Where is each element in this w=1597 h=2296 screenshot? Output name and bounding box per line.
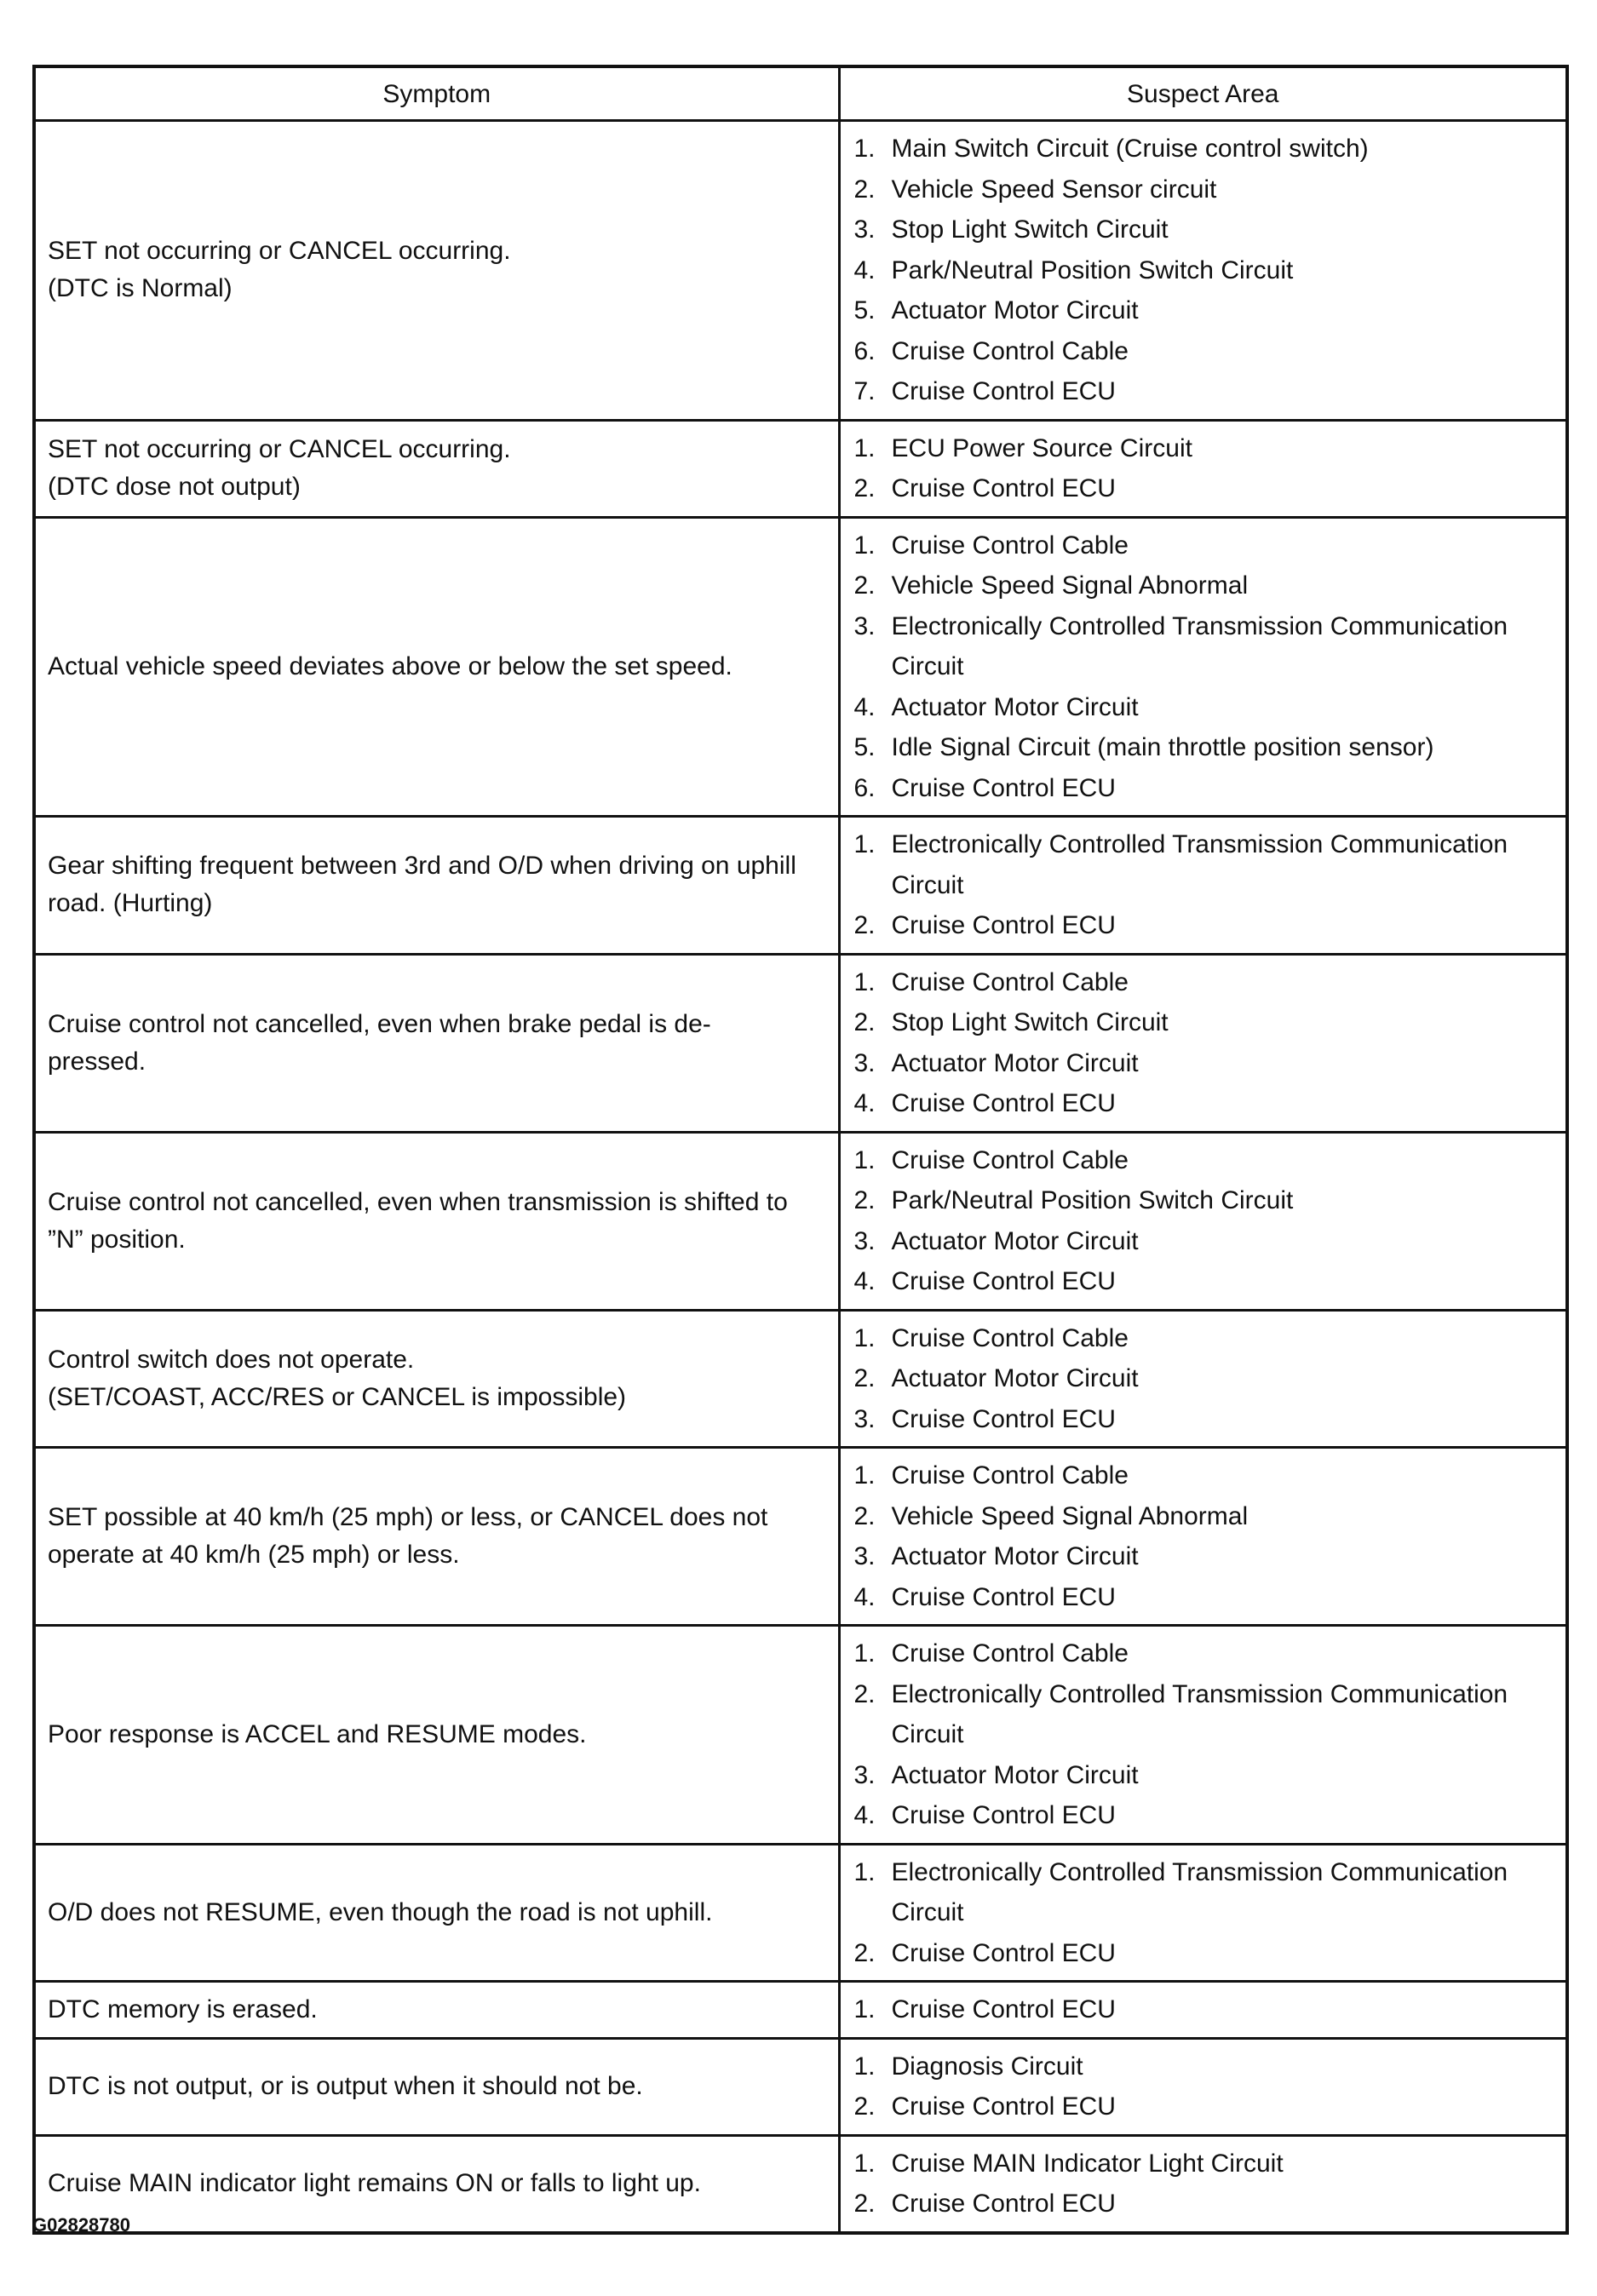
suspect-area-text: Cruise MAIN Indicator Light Circuit (891, 2149, 1284, 2178)
item-number: 3. (853, 1404, 876, 1433)
suspect-area-item (854, 2184, 1553, 2224)
suspect-area-text: Cruise Control Cable (891, 967, 1129, 996)
suspect-area-item (854, 1083, 1553, 1124)
item-number: 4. (853, 255, 876, 284)
table-row (34, 954, 1567, 1132)
suspect-area-cell (839, 1626, 1567, 1845)
suspect-area-text: Vehicle Speed Signal Abnormal (891, 571, 1249, 600)
symptom-text-line: road. (Hurting) (48, 889, 213, 918)
suspect-area-text: Cruise Control ECU (891, 377, 1116, 405)
suspect-area-item (854, 1455, 1553, 1496)
table-row (34, 1626, 1567, 1845)
suspect-area-text: Actuator Motor Circuit (891, 1226, 1139, 1255)
item-number: 1. (853, 967, 876, 996)
suspect-area-item (854, 210, 1553, 250)
symptom-cell (34, 1982, 839, 2039)
suspect-area-item (854, 1399, 1553, 1440)
suspect-area-text: Cruise Control ECU (891, 1267, 1116, 1295)
item-number: 5. (853, 733, 876, 761)
symptom-cell (34, 1626, 839, 1845)
suspect-area-item (854, 525, 1553, 566)
suspect-area-cell (839, 1982, 1567, 2039)
suspect-area-list (854, 1852, 1553, 1974)
suspect-area-list (854, 428, 1553, 509)
suspect-area-list (854, 1989, 1553, 2030)
suspect-area-item (854, 331, 1553, 372)
suspect-area-item (854, 129, 1553, 169)
table-body (34, 121, 1567, 2233)
suspect-area-text: Actuator Motor Circuit (891, 692, 1139, 721)
suspect-area-text: Electronically Controlled Transmission Communication Circuit (891, 1679, 1508, 1748)
suspect-area-text: Park/Neutral Position Switch Circuit (891, 255, 1294, 284)
suspect-area-item (854, 1674, 1553, 1755)
item-number: 3. (853, 1048, 876, 1077)
suspect-area-list (854, 1455, 1553, 1617)
suspect-area-item (854, 768, 1553, 809)
item-number: 4. (853, 1582, 876, 1611)
suspect-area-text: Idle Signal Circuit (main throttle position sensor) (891, 733, 1434, 761)
suspect-area-cell (839, 420, 1567, 517)
symptom-text-line: pressed. (48, 1047, 146, 1076)
suspect-area-text: Park/Neutral Position Switch Circuit (891, 1186, 1294, 1214)
symptom-cell (34, 1844, 839, 1982)
table-header-row (34, 66, 1567, 121)
symptom-cell (34, 2135, 839, 2233)
suspect-area-item (854, 2046, 1553, 2087)
table-row (34, 2038, 1567, 2135)
suspect-area-list (854, 1318, 1553, 1440)
symptom-cell (34, 817, 839, 955)
suspect-area-item (854, 1261, 1553, 1302)
suspect-area-text: Vehicle Speed Sensor circuit (891, 175, 1217, 204)
suspect-area-cell (839, 1310, 1567, 1448)
suspect-area-text: Cruise Control ECU (891, 474, 1116, 502)
symptom-text-line: Actual vehicle speed deviates above or below the set speed. (48, 651, 732, 680)
suspect-area-item (854, 606, 1553, 687)
suspect-area-cell (839, 1132, 1567, 1310)
symptom-cell (34, 1310, 839, 1448)
suspect-area-cell (839, 517, 1567, 817)
suspect-area-item (854, 1043, 1553, 1084)
symptom-text-line: SET possible at 40 km/h (25 mph) or less, or CANCEL does not (48, 1503, 768, 1531)
suspect-area-cell (839, 121, 1567, 421)
symptom-text-line: (SET/COAST, ACC/RES or CANCEL is impossible) (48, 1382, 627, 1411)
item-number: 7. (853, 377, 876, 405)
suspect-area-text: Cruise Control ECU (891, 2190, 1116, 2218)
suspect-area-list (854, 2046, 1553, 2127)
suspect-area-text: Cruise Control Cable (891, 1323, 1129, 1352)
item-number: 1. (853, 1857, 876, 1886)
suspect-area-cell (839, 2038, 1567, 2135)
item-number: 3. (853, 1542, 876, 1570)
item-number: 1. (853, 830, 876, 858)
item-number: 1. (853, 1639, 876, 1667)
suspect-area-list (854, 824, 1553, 946)
suspect-area-text: Cruise Control ECU (891, 1404, 1116, 1433)
item-number: 2. (853, 571, 876, 600)
symptom-text-line: Cruise MAIN indicator light remains ON or falls to light up. (48, 2169, 701, 2197)
item-number: 4. (853, 1267, 876, 1295)
table-row (34, 817, 1567, 955)
suspect-area-list (854, 525, 1553, 809)
suspect-area-text: Cruise Control ECU (891, 773, 1116, 802)
suspect-area-text: Electronically Controlled Transmission Communication Circuit (891, 1857, 1508, 1926)
symptom-text-line: Cruise control not cancelled, even when transmission is shifted to (48, 1187, 788, 1216)
suspect-area-item (854, 1140, 1553, 1181)
item-number: 5. (853, 296, 876, 324)
suspect-area-item (854, 824, 1553, 905)
suspect-area-item (854, 2144, 1553, 2184)
suspect-area-item (854, 468, 1553, 509)
suspect-area-item (854, 428, 1553, 469)
suspect-area-text: Cruise Control Cable (891, 1145, 1129, 1174)
symptom-text-line: Poor response is ACCEL and RESUME modes. (48, 1719, 587, 1748)
item-number: 3. (853, 1226, 876, 1255)
symptom-text-line: (DTC is Normal) (48, 274, 233, 303)
suspect-area-item (854, 1852, 1553, 1933)
symptom-cell (34, 420, 839, 517)
symptom-text-line: operate at 40 km/h (25 mph) or less. (48, 1541, 460, 1569)
item-number: 2. (853, 1186, 876, 1214)
suspect-area-item (854, 1933, 1553, 1974)
symptom-text-line: ”N” position. (48, 1225, 186, 1254)
suspect-area-item (854, 1536, 1553, 1577)
troubleshooting-sheet (32, 65, 1565, 2235)
suspect-area-text: Actuator Motor Circuit (891, 1760, 1139, 1789)
item-number: 2. (853, 1008, 876, 1036)
item-number: 1. (853, 531, 876, 560)
item-number: 1. (853, 1323, 876, 1352)
symptom-table (32, 65, 1569, 2235)
item-number: 1. (853, 433, 876, 462)
table-row (34, 121, 1567, 421)
suspect-area-text: Cruise Control ECU (891, 911, 1116, 939)
item-number: 1. (853, 1145, 876, 1174)
suspect-area-text: Cruise Control ECU (891, 1582, 1116, 1611)
table-row (34, 1982, 1567, 2039)
symptom-cell (34, 2038, 839, 2135)
symptom-text-line: Control switch does not operate. (48, 1345, 415, 1374)
suspect-area-item (854, 1755, 1553, 1796)
suspect-area-text: Cruise Control Cable (891, 1461, 1129, 1490)
suspect-area-item (854, 250, 1553, 291)
symptom-cell (34, 954, 839, 1132)
item-number: 2. (853, 911, 876, 939)
suspect-area-item (854, 565, 1553, 606)
suspect-area-text: Actuator Motor Circuit (891, 1364, 1139, 1392)
item-number: 1. (853, 2149, 876, 2178)
symptom-text-line: O/D does not RESUME, even though the road is not uphill. (48, 1897, 713, 1926)
table-row (34, 420, 1567, 517)
suspect-area-text: Actuator Motor Circuit (891, 1048, 1139, 1077)
table-row (34, 1844, 1567, 1982)
figure-id: G02828780 (32, 2214, 130, 2236)
item-number: 1. (853, 2052, 876, 2081)
symptom-text-line: DTC is not output, or is output when it should not be. (48, 2072, 643, 2100)
item-number: 2. (853, 2190, 876, 2218)
item-number: 6. (853, 336, 876, 365)
symptom-text-line: Gear shifting frequent between 3rd and O/D when driving on uphill (48, 852, 796, 881)
suspect-area-list (854, 1633, 1553, 1836)
suspect-area-cell (839, 954, 1567, 1132)
suspect-area-item (854, 1318, 1553, 1359)
symptom-text-line: SET not occurring or CANCEL occurring. (48, 237, 511, 266)
suspect-area-text: Vehicle Speed Signal Abnormal (891, 1501, 1249, 1530)
symptom-text-line: (DTC dose not output) (48, 473, 301, 501)
item-number: 3. (853, 1760, 876, 1789)
suspect-area-item (854, 962, 1553, 1003)
suspect-area-list (854, 962, 1553, 1124)
suspect-area-text: Electronically Controlled Transmission Communication Circuit (891, 830, 1508, 899)
item-number: 4. (853, 1801, 876, 1829)
suspect-area-item (854, 1989, 1553, 2030)
item-number: 2. (853, 1679, 876, 1708)
item-number: 2. (853, 1501, 876, 1530)
table-row (34, 2135, 1567, 2233)
symptom-text-line: Cruise control not cancelled, even when brake pedal is de- (48, 1009, 711, 1038)
item-number: 6. (853, 773, 876, 802)
item-number: 2. (853, 474, 876, 502)
suspect-area-text: Electronically Controlled Transmission Communication Circuit (891, 611, 1508, 680)
suspect-area-text: Actuator Motor Circuit (891, 296, 1139, 324)
item-number: 1. (853, 135, 876, 163)
item-number: 1. (853, 1461, 876, 1490)
symptom-cell (34, 517, 839, 817)
symptom-cell (34, 121, 839, 421)
suspect-area-text: Cruise Control ECU (891, 1089, 1116, 1117)
suspect-area-item (854, 1358, 1553, 1399)
suspect-area-text: Cruise Control ECU (891, 2092, 1116, 2121)
suspect-area-cell (839, 1844, 1567, 1982)
suspect-area-item (854, 905, 1553, 946)
suspect-area-item (854, 687, 1553, 728)
suspect-area-cell (839, 2135, 1567, 2233)
symptom-cell (34, 1132, 839, 1310)
symptom-text-line: SET not occurring or CANCEL occurring. (48, 435, 511, 463)
symptom-text-line: DTC memory is erased. (48, 1995, 318, 2023)
suspect-area-cell (839, 1448, 1567, 1626)
item-number: 1. (853, 1995, 876, 2023)
table-row (34, 517, 1567, 817)
suspect-area-column-header: Suspect Area (839, 66, 1567, 121)
item-number: 3. (853, 215, 876, 244)
suspect-area-item (854, 169, 1553, 210)
suspect-area-text: Actuator Motor Circuit (891, 1542, 1139, 1570)
suspect-area-cell (839, 817, 1567, 955)
item-number: 2. (853, 2092, 876, 2121)
table-row (34, 1448, 1567, 1626)
suspect-area-item (854, 1002, 1553, 1043)
suspect-area-list (854, 2144, 1553, 2224)
table-row (34, 1132, 1567, 1310)
suspect-area-item (854, 727, 1553, 768)
suspect-area-text: Diagnosis Circuit (891, 2052, 1083, 2081)
suspect-area-list (854, 129, 1553, 412)
suspect-area-item (854, 1633, 1553, 1674)
suspect-area-text: Cruise Control ECU (891, 1938, 1116, 1967)
suspect-area-text: Stop Light Switch Circuit (891, 215, 1169, 244)
item-number: 4. (853, 692, 876, 721)
item-number: 3. (853, 611, 876, 640)
symptom-cell (34, 1448, 839, 1626)
suspect-area-list (854, 1140, 1553, 1302)
suspect-area-text: Cruise Control Cable (891, 531, 1129, 560)
suspect-area-text: Cruise Control ECU (891, 1995, 1116, 2023)
suspect-area-item (854, 1577, 1553, 1618)
suspect-area-item (854, 1496, 1553, 1537)
suspect-area-text: ECU Power Source Circuit (891, 433, 1192, 462)
suspect-area-item (854, 371, 1553, 412)
item-number: 2. (853, 1938, 876, 1967)
suspect-area-item (854, 290, 1553, 331)
item-number: 4. (853, 1089, 876, 1117)
suspect-area-text: Stop Light Switch Circuit (891, 1008, 1169, 1036)
table-row (34, 1310, 1567, 1448)
symptom-column-header: Symptom (34, 66, 839, 121)
suspect-area-text: Main Switch Circuit (Cruise control switch) (891, 135, 1369, 163)
suspect-area-item (854, 2086, 1553, 2127)
suspect-area-item (854, 1795, 1553, 1836)
item-number: 2. (853, 1364, 876, 1392)
suspect-area-item (854, 1180, 1553, 1221)
suspect-area-item (854, 1221, 1553, 1262)
suspect-area-text: Cruise Control ECU (891, 1801, 1116, 1829)
suspect-area-text: Cruise Control Cable (891, 1639, 1129, 1667)
item-number: 2. (853, 175, 876, 204)
suspect-area-text: Cruise Control Cable (891, 336, 1129, 365)
